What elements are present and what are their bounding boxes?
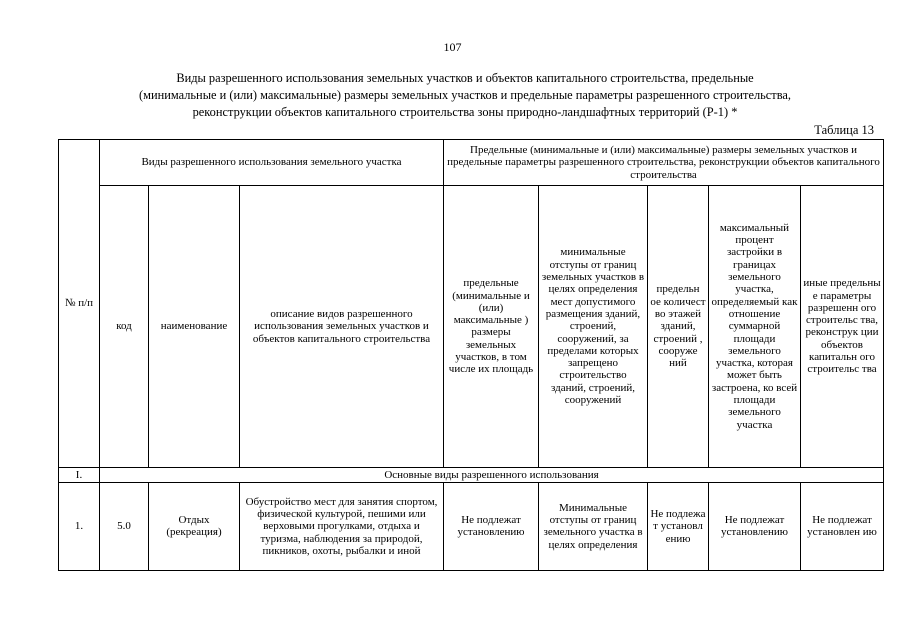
row-other: Не подлежат установлен ию — [801, 482, 884, 570]
header-row-1 — [59, 140, 884, 186]
row-floors: Не подлежа т установл ению — [648, 482, 709, 570]
header-row-2 — [59, 186, 884, 468]
header-other: иные предельны е параметры разрешенн ого строительс тва, реконструк ции объектов капитальн ого строительс тва — [801, 186, 884, 468]
row-plot-size: Не подлежат установлению — [444, 482, 539, 570]
zoning-table — [58, 139, 884, 571]
header-group-use: Виды разрешенного использования земельного участка — [100, 140, 444, 186]
header-num: № п/п — [59, 140, 100, 468]
header-description: описание видов разрешенного использования земельных участков и объектов капитального строительства — [240, 186, 444, 468]
table-label: Таблица 13 — [814, 123, 874, 137]
header-code: код — [100, 186, 149, 468]
title-line-1: Виды разрешенного использования земельных участков и объектов капитального строительства, предельные — [176, 71, 754, 85]
table-row — [59, 482, 884, 570]
header-name: наименование — [149, 186, 240, 468]
header-coverage: максимальный процент застройки в границах земельного участка, определяемый как отношение суммарной площади земельного участка, которая может быть застроена, ко всей площади земельного участка — [709, 186, 801, 468]
row-coverage: Не подлежат установлению — [709, 482, 801, 570]
title-line-2: (минимальные и (или) максимальные) размеры земельных участков и предельные параметры разрешенного строительства, — [139, 88, 791, 102]
row-setbacks: Минимальные отступы от границ земельного участка в целях определения — [539, 482, 648, 570]
section-label: Основные виды разрешенного использования — [100, 467, 884, 482]
header-setbacks: минимальные отступы от границ земельных участков в целях определения мест допустимого размещения зданий, строений, сооружений, за пределами которых запрещено строительство зданий, строений, сооружений — [539, 186, 648, 468]
page-number: 107 — [443, 40, 462, 54]
document-title — [60, 70, 870, 121]
section-num: I. — [59, 467, 100, 482]
header-floors: предельн ое количест во этажей зданий, строений , сооруже ний — [648, 186, 709, 468]
row-description: Обустройство мест для занятия спортом, физической культурой, пешими или верховыми прогулками, отдыха и туризма, наблюдения за природой, пикников, охоты, рыбалки и иной — [240, 482, 444, 570]
header-group-params: Предельные (минимальные и (или) максимальные) размеры земельных участков и предельные параметры разрешенного строительства, реконструкции объектов капитального строительства — [444, 140, 884, 186]
section-row — [59, 467, 884, 482]
row-name: Отдых (рекреация) — [149, 482, 240, 570]
title-line-3: реконструкции объектов капитального строительства зоны природно-ландшафтных территорий (Р-1) * — [192, 105, 738, 119]
row-num: 1. — [59, 482, 100, 570]
header-plot-size: предельные (минимальные и (или) максимальные ) размеры земельных участков, в том числе их площадь — [444, 186, 539, 468]
row-code: 5.0 — [100, 482, 149, 570]
